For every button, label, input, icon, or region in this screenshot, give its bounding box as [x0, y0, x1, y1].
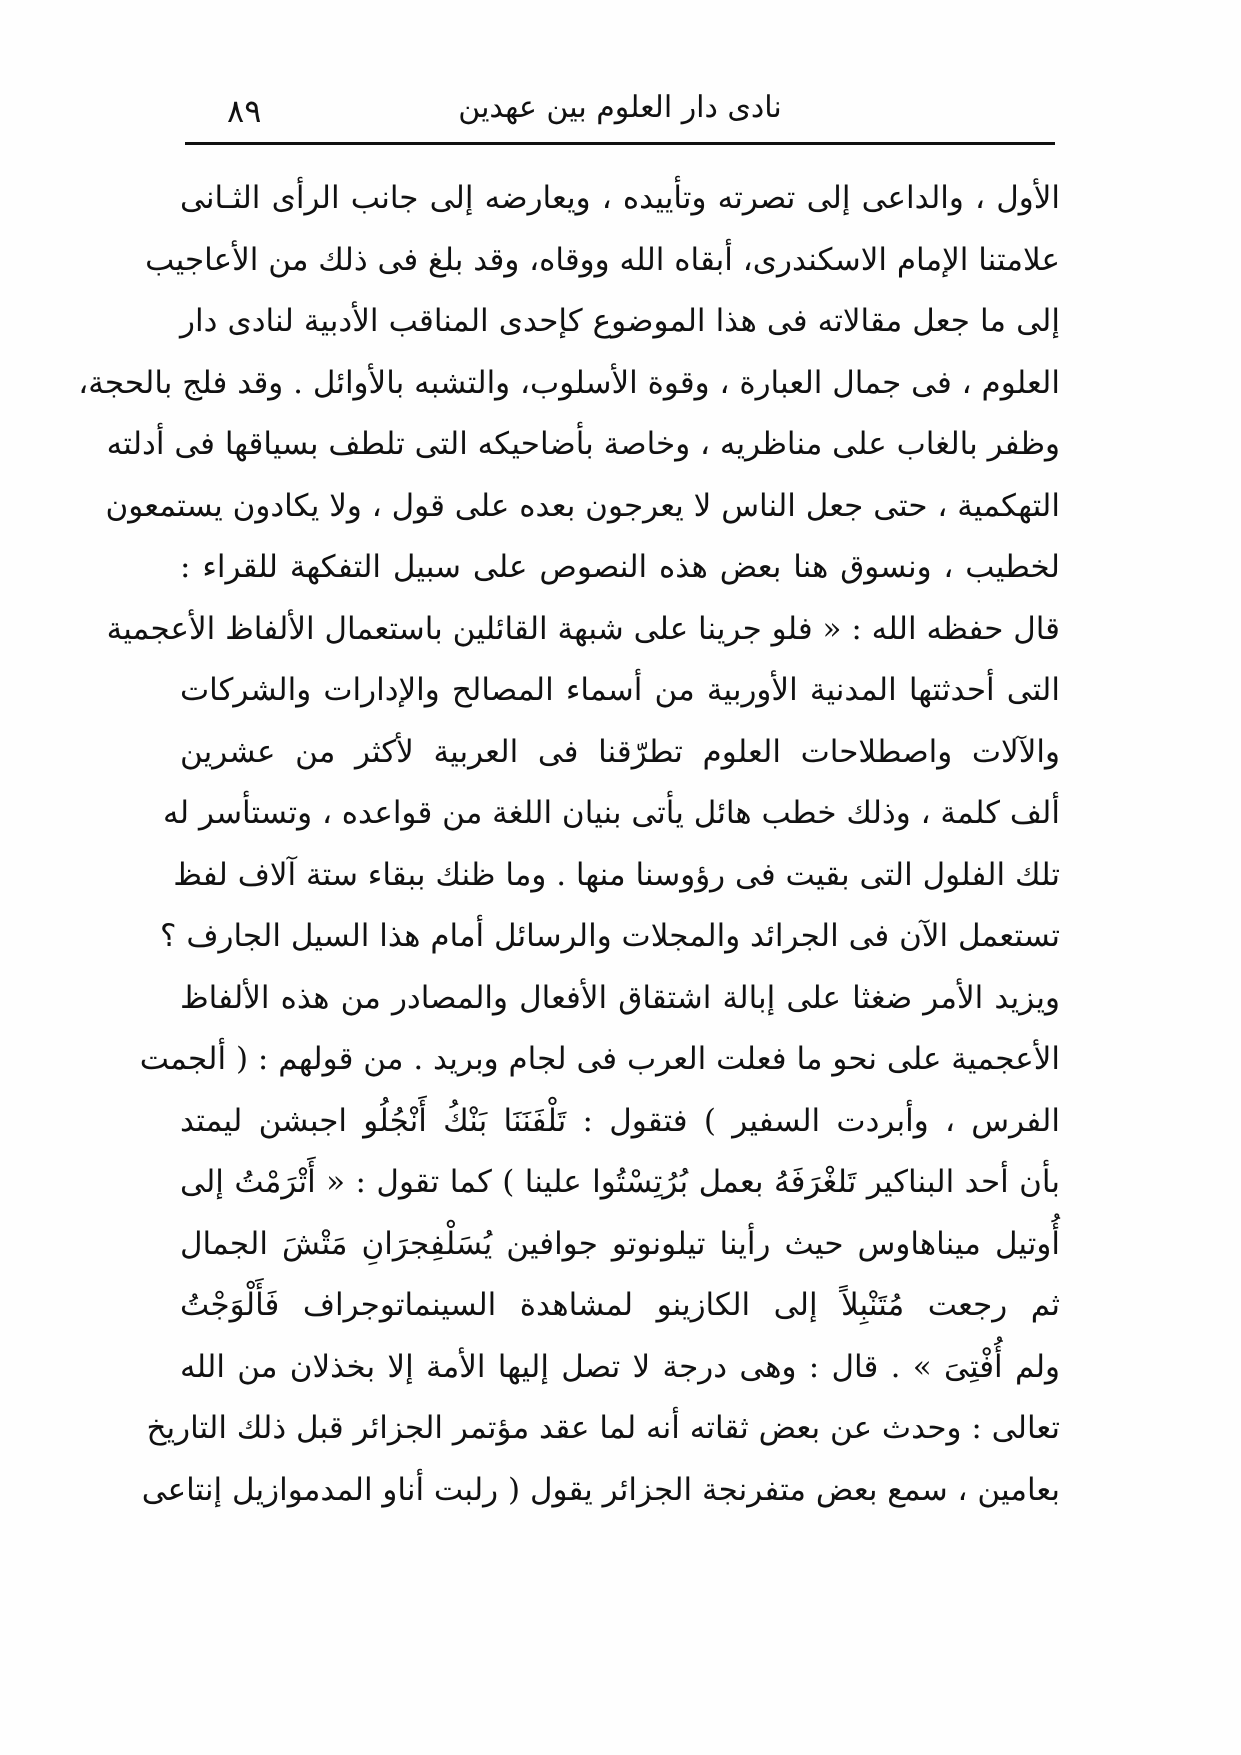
header-rule	[185, 142, 1055, 145]
text-line: بعامين ، سمع بعض متفرنجة الجزائر يقول ( رلبت أناو المدموازيل إنتاعى	[141, 1471, 1060, 1508]
text-line: علامتنا الإمام الاسكندرى، أبقاه الله ووقاه، وقد بلغ فى ذلك من الأعاجيب	[145, 241, 1060, 278]
text-line: الأعجمية على نحو ما فعلت العرب فى لجام وبريد . من قولهم : ( ألجمت	[139, 1041, 1060, 1077]
text-line: تستعمل الآن فى الجرائد والمجلات والرسائل أمام هذا السيل الجارف ؟	[160, 918, 1060, 954]
text-line: ألف كلمة ، وذلك خطب هائل يأتى بنيان اللغة من قواعده ، وتستأسر له	[163, 795, 1060, 831]
text-line: التهكمية ، حتى جعل الناس لا يعرجون بعده على قول ، ولا يكادون يستمعون	[105, 487, 1060, 524]
running-title: نادى دار العلوم بين عهدين	[458, 90, 782, 125]
text-line: الأول ، والداعى إلى تصرته وتأييده ، ويعارضه إلى جانب الرأى الثـانى	[180, 180, 1060, 216]
text-line: قال حفظه الله : « فلو جرينا على شبهة القائلين باستعمال الألفاظ الأعجمية	[106, 610, 1060, 647]
body-text	[78, 168, 1060, 1521]
text-line: وظفر بالغاب على مناظريه ، وخاصة بأضاحيكه التى تلطف بسياقها فى أدلته	[106, 426, 1060, 462]
text-line: العلوم ، فى جمال العبارة ، وقوة الأسلوب، والتشبه بالأوائل . وقد فلج بالحجة،	[78, 364, 1060, 401]
text-line: تعالى : وحدث عن بعض ثقاته أنه لما عقد مؤتمر الجزائر قبل ذلك التاريخ	[146, 1410, 1060, 1446]
text-line: ثم رجعت مُتَنْبِلاً إلى الكازينو لمشاهدة السينماتوجراف فَأَلْوَجْتُ	[180, 1287, 1060, 1323]
text-line: لخطيب ، ونسوق هنا بعض هذه النصوص على سبيل التفكهة للقراء :	[180, 549, 1060, 585]
page-number: ٨٩	[227, 92, 262, 130]
text-line: بأن أحد البناكير تَلغْرَفَهُ بعمل بُرُتِسْتُوا علينا ) كما تقول : « أَتْرَمْتُ إلى	[180, 1164, 1060, 1200]
text-line: تلك الفلول التى بقيت فى رؤوسنا منها . وما ظنك ببقاء ستة آلاف لفظ	[173, 856, 1060, 893]
text-line: الفرس ، وأبردت السفير ) فتقول : تَلْفَنَنَا بَنْكُ أَنْجُلُو اجبشن ليمتد	[180, 1102, 1060, 1139]
page-header	[185, 84, 1055, 144]
text-line: التى أحدثتها المدنية الأوربية من أسماء المصالح والإدارات والشركات	[180, 672, 1060, 708]
text-line: ويزيد الأمر ضغثا على إبالة اشتقاق الأفعال والمصادر من هذه الألفاظ	[180, 979, 1060, 1016]
text-line: إلى ما جعل مقالاته فى هذا الموضوع كإحدى المناقب الأدبية لنادى دار	[180, 303, 1060, 339]
text-line: ولم أُفْتِىَ » . قال : وهى درجة لا تصل إليها الأمة إلا بخذلان من الله	[180, 1348, 1060, 1385]
text-line: أُوتيل ميناهاوس حيث رأينا تيلونوتو جوافين يُسَلْفِجرَانِ مَتْشَ الجمال	[180, 1225, 1060, 1262]
text-line: والآلات واصطلاحات العلوم تطرّقنا فى العربية لأكثر من عشرين	[180, 733, 1060, 770]
